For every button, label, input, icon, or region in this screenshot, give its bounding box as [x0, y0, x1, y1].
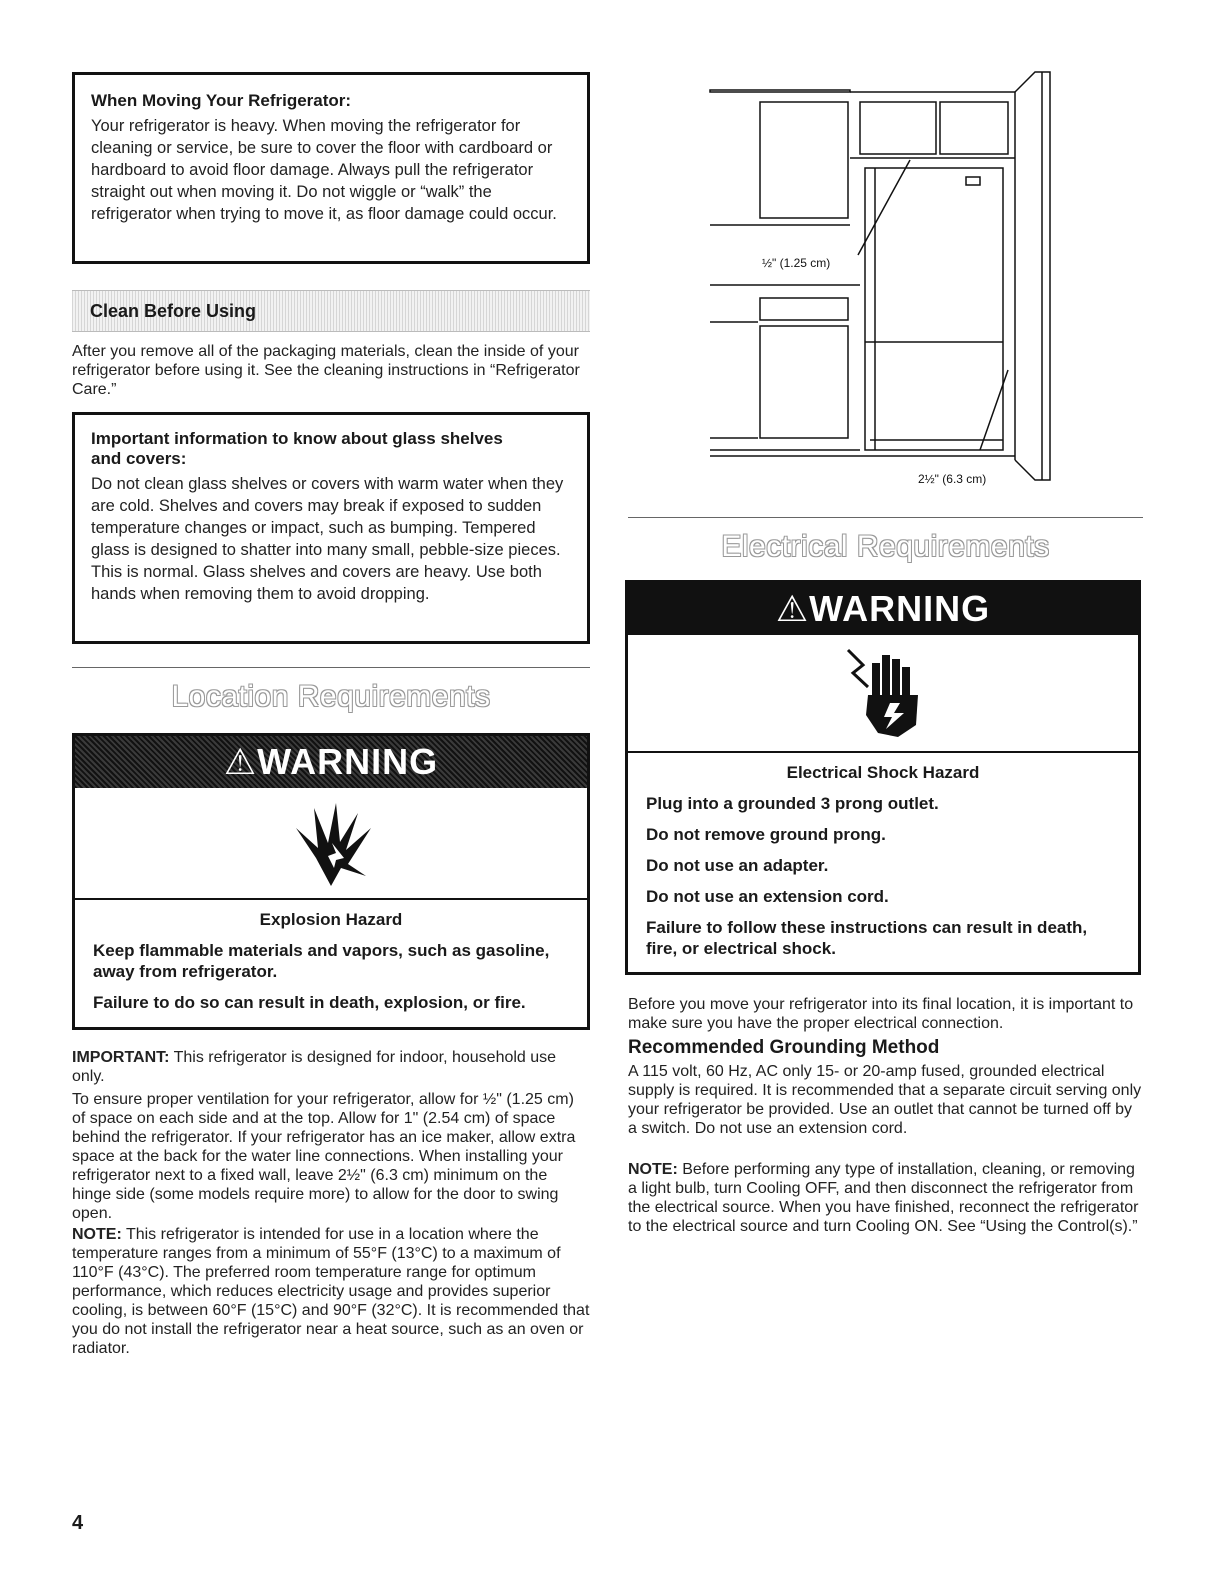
side-clearance-label: ½" (1.25 cm): [762, 256, 831, 270]
electrical-warning-box: [625, 580, 1141, 975]
electrical-intro-paragraph: Before you move your refrigerator into its final location, it is important to make sure you have the proper electrical connection.: [628, 996, 1134, 1032]
location-note-label: NOTE:: [72, 1226, 122, 1243]
important-label: IMPORTANT:: [72, 1049, 170, 1066]
electrical-note-label: NOTE:: [628, 1161, 678, 1178]
explosion-hazard-title: Explosion Hazard: [259, 910, 403, 929]
explosion-warning-header: ⚠WARNING: [75, 736, 587, 788]
page-number: 4: [72, 1512, 84, 1534]
electrical-warning-line: Do not use an adapter.: [646, 856, 829, 875]
electrical-icon-area: [628, 635, 1138, 753]
moving-box: [72, 72, 590, 264]
moving-box-text: Your refrigerator is heavy. When moving the refrigerator for cleaning or service, be sure to cover the floor with cardboard or hardboard to avoid floor damage. Always pull the refrigerator straight out when moving it. Do not wiggle or “walk” the refrigerator when trying to move it, as floor damage could occur.: [91, 117, 557, 223]
electrical-note-paragraph: [628, 1160, 1146, 1236]
electrical-hazard-title: Electrical Shock Hazard: [786, 763, 980, 782]
explosion-icon-area: [75, 788, 587, 900]
hinge-clearance-label: 2½" (6.3 cm): [918, 472, 987, 486]
glass-box-title: Important information to know about glass shelves and covers:: [91, 429, 503, 468]
clean-section-heading: Clean Before Using: [90, 301, 257, 321]
ventilation-paragraph: To ensure proper ventilation for your refrigerator, allow for ½" (1.25 cm) of space on each side and at the top. Allow for 1" (2.54 cm) of space behind the refrigerator. If your refrigerator has an ice maker, allow extra space at the back for the water line connections. When installing your refrigerator next to a fixed wall, leave 2½" (6.3 cm) minimum on the hinge side (some models require more) to allow for the door to swing open.: [72, 1091, 576, 1222]
grounding-paragraph: A 115 volt, 60 Hz, AC only 15- or 20-amp fused, grounded electrical supply is required. It is recommended that a separate circuit serving only your refrigerator be provided. Use an outlet that cannot be turned off by a switch. Do not use an extension cord.: [628, 1063, 1142, 1137]
electrical-warning-line: Do not use an extension cord.: [646, 887, 889, 906]
refrigerator-clearance-diagram: [700, 70, 1060, 495]
electrical-heading: Electrical Requirements: [721, 530, 1050, 563]
grounding-heading: Recommended Grounding Method: [628, 1037, 940, 1058]
electrical-note-text: Before performing any type of installation, cleaning, or removing a light bulb, turn Cooling OFF, and then disconnect the refrigerator from the electrical source. When you have finished, reconnect the refrigerator to the electrical source and turn Cooling ON. See “Using the Control(s).”: [628, 1161, 1139, 1235]
location-divider: [72, 667, 590, 668]
electrical-warning-header: ⚠WARNING: [628, 583, 1138, 635]
electrical-divider: [628, 517, 1143, 518]
electrical-warning-line: Do not remove ground prong.: [646, 825, 886, 844]
explosion-warning-line: Keep flammable materials and vapors, such as gasoline, away from refrigerator.: [93, 941, 550, 981]
explosion-warning-box: [72, 733, 590, 1030]
electrical-shock-icon: [838, 645, 928, 741]
electrical-warning-line: Plug into a grounded 3 prong outlet.: [646, 794, 939, 813]
important-paragraph: [72, 1048, 590, 1086]
location-heading: Location Requirements: [171, 680, 491, 713]
glass-box-text: Do not clean glass shelves or covers with warm water when they are cold. Shelves and covers may break if exposed to sudden temperature changes or impact, such as bumping. Tempered glass is designed to shatter into many small, pebble-size pieces. This is normal. Glass shelves and covers are heavy. Use both hands when removing them to avoid dropping.: [91, 475, 564, 603]
clean-section-header: [72, 290, 590, 332]
location-note-text: This refrigerator is intended for use in a location where the temperature ranges from a minimum of 55°F (13°C) to a maximum of 110°F (43°C). The preferred room temperature range for optimum performance, which reduces electricity usage and provides superior cooling, is between 60°F (15°C) and 90°F (32°C). It is recommended that you do not install the refrigerator near a heat source, such as an oven or radiator.: [72, 1226, 590, 1357]
explosion-warning-line: Failure to do so can result in death, explosion, or fire.: [93, 993, 526, 1012]
moving-box-title: When Moving Your Refrigerator:: [91, 91, 352, 110]
explosion-icon: [286, 798, 376, 888]
location-note-paragraph: [72, 1225, 590, 1358]
electrical-warning-line: Failure to follow these instructions can result in death, fire, or electrical shock.: [646, 918, 1088, 958]
clean-section-text: After you remove all of the packaging materials, clean the inside of your refrigerator before using it. See the cleaning instructions in “Refrigerator Care.”: [72, 343, 580, 398]
glass-box: [72, 412, 590, 644]
important-text: This refrigerator is designed for indoor, household use only.: [72, 1049, 557, 1085]
